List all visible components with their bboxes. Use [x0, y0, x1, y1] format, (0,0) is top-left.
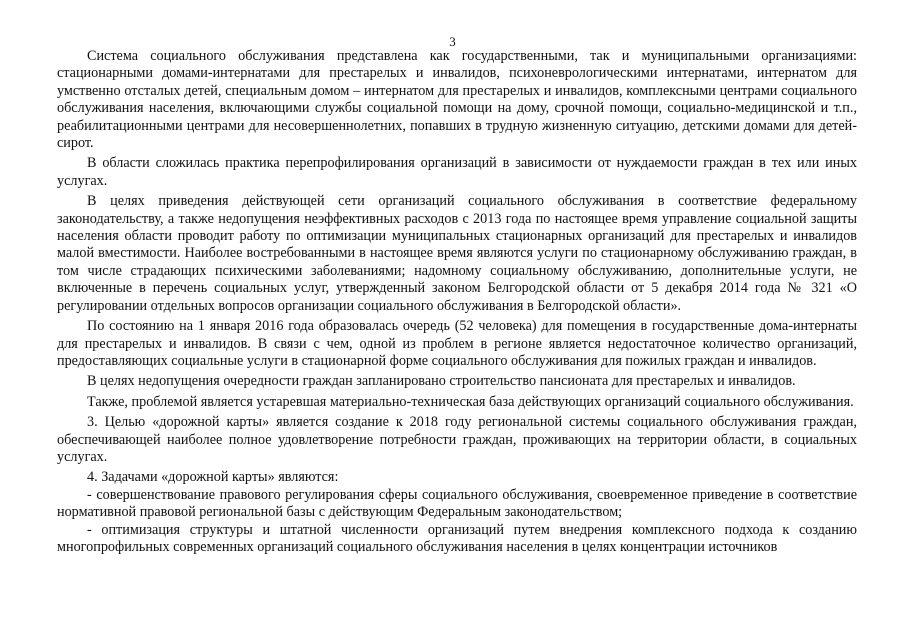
list-item-structure-optimization: - оптимизация структуры и штатной численности организаций путем внедрения комплексного подхода к созданию многопрофильных современных организаций социального обслуживания населения в целях концентрации источников	[57, 521, 857, 555]
paragraph-boarding-house-plan: В целях недопущения очередности граждан запланировано строительство пансионата для престарелых и инвалидов.	[87, 373, 796, 390]
paragraph-reprofiling-practice: В области сложилась практика перепрофилирования организаций в зависимости от нуждаемости граждан в тех или иных услугах.	[57, 155, 857, 189]
list-item-legal-regulation: - совершенствование правового регулирования сферы социального обслуживания, своевременное приведение в соответствие нормативной правовой региональной базы с действующим Федеральным законодательством;	[57, 486, 857, 521]
page-number: 3	[449, 34, 456, 49]
paragraph-outdated-base: Также, проблемой является устаревшая материально-техническая база действующих организаций социального обслуживания.	[87, 393, 854, 410]
document-body	[57, 48, 857, 556]
paragraph-roadmap-tasks-heading: 4. Задачами «дорожной карты» являются:	[87, 469, 339, 486]
paragraph-network-optimization: В целях приведения действующей сети организаций социального обслуживания в соответствие федеральному законодательству, а также недопущения неэффективных расходов с 2013 года по настоящее время управление социальной защиты населения области проводит работу по оптимизации муниципальных стационарных организаций для престарелых и инвалидов малой вместимости. Наиболее востребованными в настоящее время являются услуги по стационарному обслуживанию граждан, в том числе страдающих психическими заболеваниями; надомному социальному обслуживанию, дополнительные услуги, не включенные в перечень социальных услуг, утвержденный законом Белгородской области от 5 декабря 2014 года № 321 «О регулировании отдельных вопросов организации социального обслуживания в Белгородской области».	[57, 193, 857, 314]
paragraph-queue-status: По состоянию на 1 января 2016 года образовалась очередь (52 человека) для помещения в государственные дома-интернаты для престарелых и инвалидов. В связи с чем, одной из проблем в регионе является недостаточное количество организаций, предоставляющих социальные услуги в стационарной форме социального обслуживания для пожилых граждан и инвалидов.	[57, 318, 857, 369]
paragraph-social-service-system: Система социального обслуживания представлена как государственными, так и муниципальными организациями: стационарными домами-интернатами для престарелых и инвалидов, психоневрологическими интернатами, интернатом для умственно отсталых детей, специальным домом – интернатом для престарелых и инвалидов, комплексными центрами социального обслуживания населения, включающими службы социальной помощи на дому, срочной помощи, социально-медицинской и т.п., реабилитационными центрами для несовершеннолетних, попавших в трудную жизненную ситуацию, детскими домами для детей-сирот.	[57, 48, 857, 152]
paragraph-roadmap-goal: 3. Целью «дорожной карты» является создание к 2018 году региональной системы социального обслуживания граждан, обеспечивающей наиболее полное удовлетворение потребности граждан, проживающих на территории области, в социальных услугах.	[57, 414, 857, 465]
